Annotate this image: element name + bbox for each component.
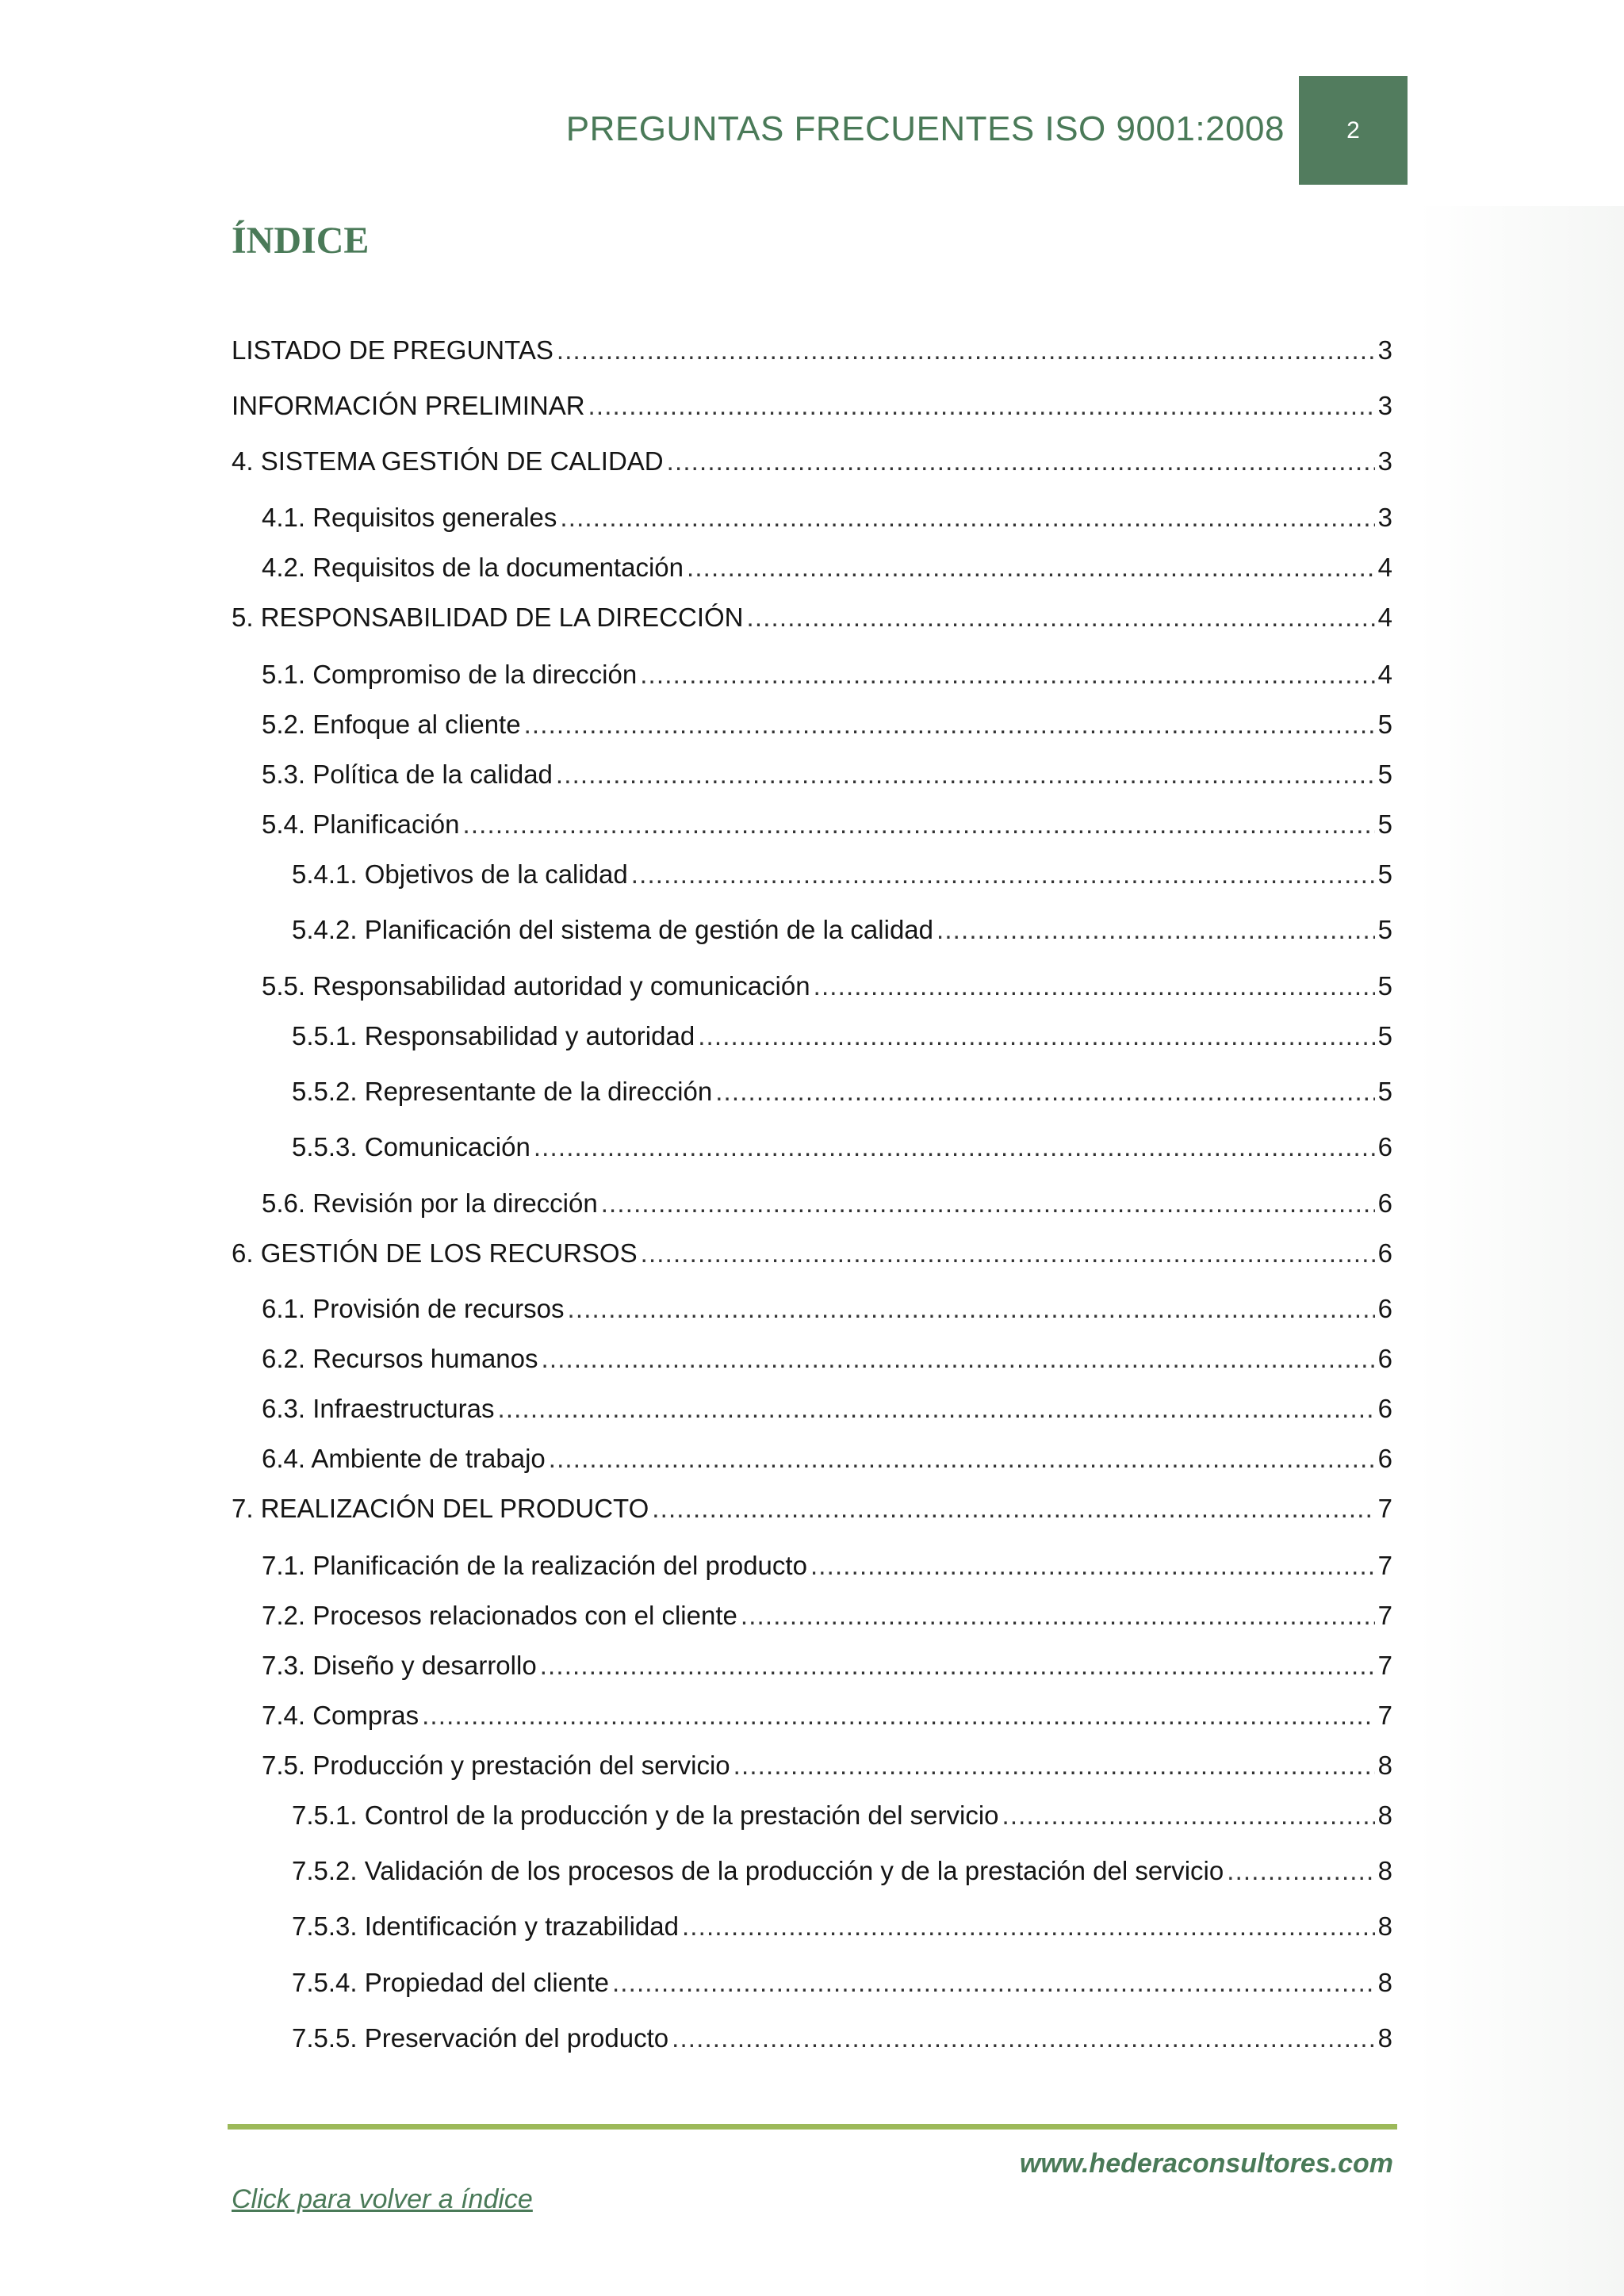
toc-dot-leader [540,1648,1375,1683]
toc-entry-label: 4.2. Requisitos de la documentación [262,553,684,582]
toc-entry[interactable] [232,600,1392,635]
toc-entry-page: 5 [1377,971,1392,1001]
toc-entry[interactable] [262,550,1392,585]
toc-entry-label: 5.4.2. Planificación del sistema de gestión de la calidad [292,915,933,944]
toc-entry[interactable] [262,1548,1392,1583]
toc-entry[interactable] [232,1491,1392,1526]
toc-dot-leader [652,1491,1374,1526]
toc-dot-leader [534,1130,1375,1165]
toc-entry-page: 6 [1377,1188,1392,1218]
toc-entry[interactable] [292,1798,1392,1833]
toc-dot-leader [641,1236,1375,1271]
toc-entry-page: 8 [1377,1751,1392,1780]
toc-entry[interactable] [262,1598,1392,1633]
toc-entry[interactable] [262,1391,1392,1426]
toc-entry-page: 6 [1377,1344,1392,1373]
toc-entry-label: 6.3. Infraestructuras [262,1394,495,1423]
toc-entry[interactable] [292,1019,1392,1054]
toc-dot-leader [588,388,1375,423]
toc-entry-label: 5.4.1. Objetivos de la calidad [292,859,628,889]
toc-entry[interactable] [262,1748,1392,1783]
toc-dot-leader [1002,1798,1375,1833]
toc-entry-page: 8 [1377,2023,1392,2053]
toc-entry-label: 6.4. Ambiente de trabajo [262,1444,546,1473]
toc-entry-label: 7.3. Diseño y desarrollo [262,1651,537,1680]
toc-entry-label: 5.5.1. Responsabilidad y autoridad [292,1021,695,1050]
toc-entry-label: 7.5.1. Control de la producción y de la prestación del servicio [292,1800,999,1830]
toc-entry[interactable] [292,1854,1392,1888]
toc-entry-label: 7.4. Compras [262,1701,419,1730]
toc-entry-label: 4. SISTEMA GESTIÓN DE CALIDAD [232,446,664,476]
toc-dot-leader [560,500,1374,535]
page-number-badge [1299,76,1408,185]
toc-dot-leader [524,707,1375,742]
toc-entry-page: 6 [1377,1444,1392,1473]
toc-entry-page: 4 [1377,603,1392,632]
toc-entry-label: 6.1. Provisión de recursos [262,1294,565,1323]
toc-dot-leader [687,550,1375,585]
toc-dot-leader [557,333,1375,368]
header-title: PREGUNTAS FRECUENTES ISO 9001:2008 [565,109,1285,148]
footer-divider [228,2124,1397,2130]
toc-entry[interactable] [262,969,1392,1004]
toc-entry[interactable] [232,1236,1392,1271]
toc-entry-label: 6.2. Recursos humanos [262,1344,538,1373]
toc-entry-label: 5.4. Planificación [262,809,460,839]
toc-entry[interactable] [292,913,1392,947]
toc-entry-page: 6 [1377,1294,1392,1323]
toc-dot-leader [672,2021,1375,2056]
toc-dot-leader [936,913,1375,947]
toc-entry-label: 7.1. Planificación de la realización del producto [262,1551,807,1580]
toc-entry-page: 7 [1377,1601,1392,1630]
toc-entry-page: 5 [1377,859,1392,889]
toc-entry-page: 7 [1377,1551,1392,1580]
toc-entry-page: 5 [1377,760,1392,789]
toc-dot-leader [698,1019,1374,1054]
toc-dot-leader [422,1698,1375,1733]
toc-entry-page: 8 [1377,1856,1392,1885]
toc-dot-leader [601,1186,1375,1221]
toc-dot-leader [568,1292,1375,1326]
toc-entry-page: 5 [1377,710,1392,739]
toc-entry[interactable] [262,1292,1392,1326]
toc-dot-leader [715,1074,1374,1109]
toc-dot-leader [549,1441,1375,1476]
toc-heading: ÍNDICE [232,220,370,262]
toc-entry-page: 6 [1377,1238,1392,1268]
toc-entry[interactable] [292,2021,1392,2056]
toc-entry-page: 5 [1377,1077,1392,1106]
toc-entry-page: 4 [1377,553,1392,582]
toc-entry-label: INFORMACIÓN PRELIMINAR [232,391,585,420]
toc-entry-page: 7 [1377,1494,1392,1523]
toc-dot-leader [497,1391,1374,1426]
toc-entry-page: 8 [1377,1968,1392,1997]
page-shadow [1418,206,1624,2296]
toc-entry-label: 7.2. Procesos relacionados con el cliente [262,1601,737,1630]
toc-dot-leader [733,1748,1375,1783]
toc-entry-page: 7 [1377,1651,1392,1680]
toc-entry[interactable] [232,333,1392,368]
toc-dot-leader [1227,1854,1374,1888]
toc-entry-label: 7.5.5. Preservación del producto [292,2023,669,2053]
toc-entry-label: 7.5.3. Identificación y trazabilidad [292,1911,679,1941]
toc-entry-page: 3 [1377,446,1392,476]
toc-entry-page: 5 [1377,915,1392,944]
toc-entry-label: 7. REALIZACIÓN DEL PRODUCTO [232,1494,649,1523]
toc-entry-label: 5.5.2. Representante de la dirección [292,1077,713,1106]
toc-entry[interactable] [262,1186,1392,1221]
toc-dot-leader [814,969,1375,1004]
toc-entry-page: 6 [1377,1394,1392,1423]
toc-entry[interactable] [292,1965,1392,2000]
toc-entry-label: 5. RESPONSABILIDAD DE LA DIRECCIÓN [232,603,744,632]
toc-entry[interactable] [292,1130,1392,1165]
toc-entry-page: 8 [1377,1911,1392,1941]
toc-entry-page: 5 [1377,809,1392,839]
toc-entry-label: 6. GESTIÓN DE LOS RECURSOS [232,1238,638,1268]
toc-entry-label: 7.5. Producción y prestación del servicio [262,1751,730,1780]
toc-entry[interactable] [292,857,1392,892]
toc-entry-page: 8 [1377,1800,1392,1830]
toc-dot-leader [556,757,1375,792]
toc-entry[interactable] [232,444,1392,479]
toc-entry[interactable] [262,657,1392,692]
toc-entry[interactable] [292,1909,1392,1944]
toc-entry-label: 5.5. Responsabilidad autoridad y comunicación [262,971,810,1001]
toc-dot-leader [741,1598,1375,1633]
toc-entry[interactable] [262,807,1392,842]
toc-entry-page: 3 [1377,391,1392,420]
toc-entry-page: 6 [1377,1132,1392,1161]
toc-dot-leader [462,807,1374,842]
toc-entry-page: 3 [1377,503,1392,532]
toc-entry[interactable] [262,707,1392,742]
toc-dot-leader [612,1965,1375,2000]
toc-entry-label: 5.6. Revisión por la dirección [262,1188,598,1218]
toc-entry-page: 5 [1377,1021,1392,1050]
toc-entry-page: 4 [1377,660,1392,689]
toc-entry-page: 7 [1377,1701,1392,1730]
toc-entry[interactable] [262,1698,1392,1733]
footer-website: www.hederaconsultores.com [1019,2149,1393,2179]
toc-entry-label: 5.2. Enfoque al cliente [262,710,521,739]
toc-entry-label: LISTADO DE PREGUNTAS [232,335,553,365]
toc-dot-leader [542,1341,1375,1376]
toc-entry[interactable] [262,1341,1392,1376]
toc-entry[interactable] [262,500,1392,535]
toc-entry-label: 7.5.4. Propiedad del cliente [292,1968,609,1997]
toc-entry-label: 5.3. Política de la calidad [262,760,553,789]
toc-dot-leader [747,600,1375,635]
toc-entry[interactable] [262,1441,1392,1476]
toc-dot-leader [640,657,1374,692]
toc-entry[interactable] [262,757,1392,792]
toc-entry-label: 7.5.2. Validación de los procesos de la producción y de la prestación del servicio [292,1856,1224,1885]
page-number: 2 [1346,117,1360,144]
toc-entry-label: 4.1. Requisitos generales [262,503,557,532]
toc-dot-leader [667,444,1375,479]
toc-entry[interactable] [232,388,1392,423]
toc-entry-label: 5.1. Compromiso de la dirección [262,660,638,689]
toc-dot-leader [682,1909,1375,1944]
toc-dot-leader [810,1548,1375,1583]
toc-entry-page: 3 [1377,335,1392,365]
toc-dot-leader [631,857,1375,892]
toc-entry[interactable] [292,1074,1392,1109]
back-to-index-link[interactable]: Click para volver a índice [232,2184,533,2214]
toc-entry[interactable] [262,1648,1392,1683]
toc-entry-label: 5.5.3. Comunicación [292,1132,530,1161]
